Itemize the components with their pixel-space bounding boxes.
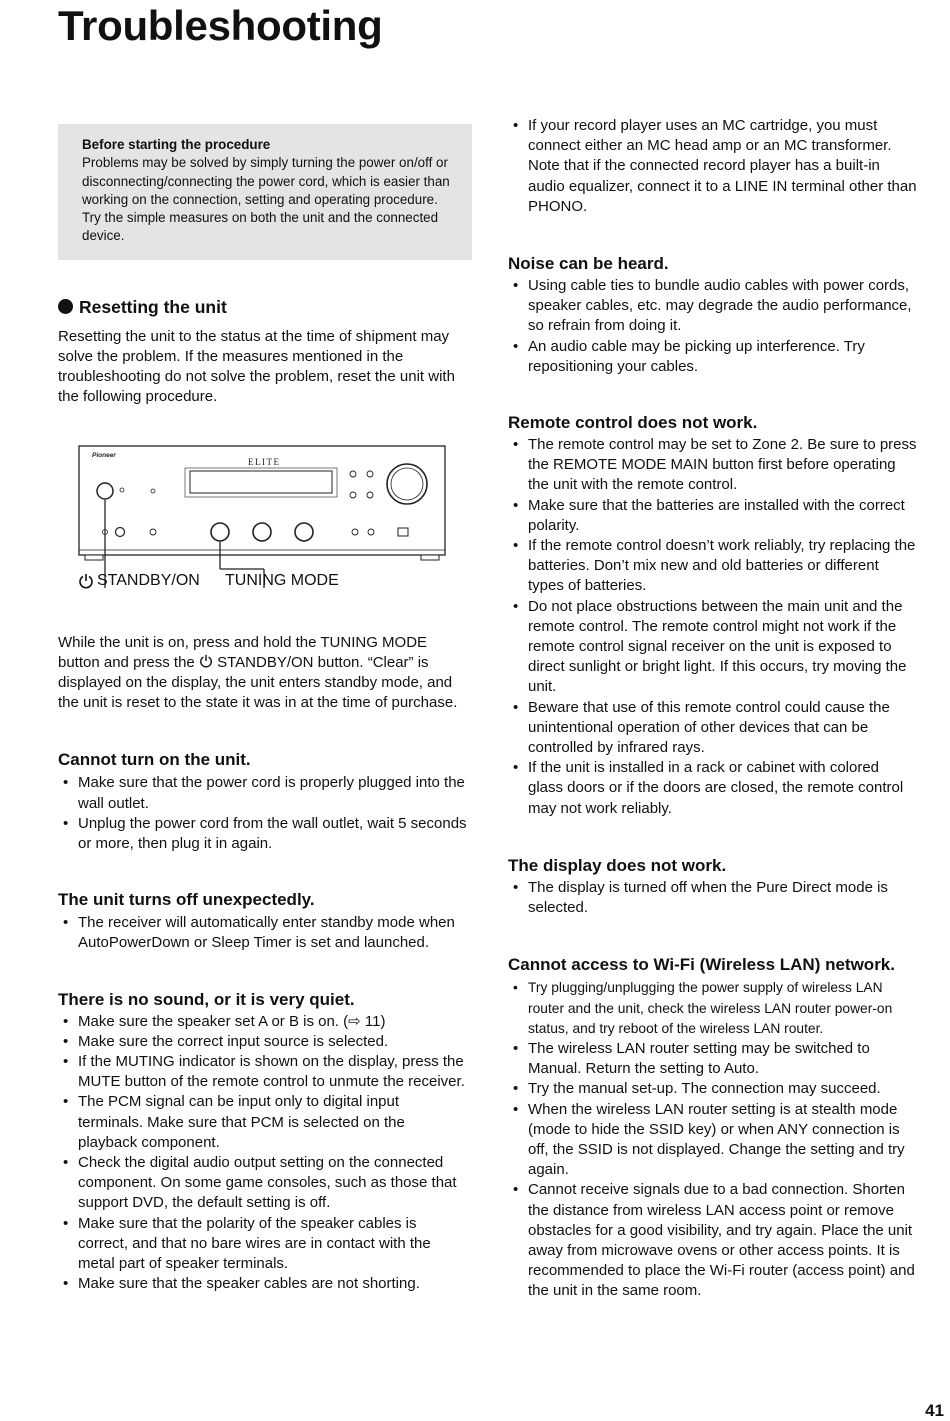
brand-logo: Pioneer: [92, 451, 116, 459]
list-item: • When the wireless LAN router setting is at stealth mode (mode to hide the SSID key) or when ANY connection is off, the SSID is not displayed. Change the setting and try again.: [508, 1100, 918, 1181]
list-item: • The remote control may be set to Zone 2. Be sure to press the REMOTE MODE MAIN button first before operating the unit with the remote control.: [508, 435, 918, 496]
display-list: [508, 878, 918, 918]
list-item: • If the unit is installed in a rack or cabinet with colored glass doors or if the doors are closed, the remote control may not work reliably.: [508, 758, 918, 819]
reset-procedure-part-a: While the unit is on, press and hold the TUNING MODE button and press the: [58, 633, 428, 671]
list-item: • Try plugging/unplugging the power supply of wireless LAN router and the unit, check the wireless LAN router power-on status, and try reboot of the wireless LAN router.: [508, 978, 918, 1039]
reset-procedure: [58, 633, 468, 714]
list-item: • The wireless LAN router setting may be switched to Manual. Return the setting to Auto.: [508, 1039, 918, 1079]
cannot-turn-on-list: [58, 773, 468, 854]
list-item: • Beware that use of this remote control could cause the unintentional operation of other devices that can be controlled by infrared rays.: [508, 698, 918, 759]
remote-list: [508, 435, 918, 819]
left-column: [58, 124, 468, 1294]
list-item: • If the MUTING indicator is shown on the display, press the MUTE button of the remote control to unmute the receiver.: [58, 1052, 468, 1092]
list-item: • Make sure that the speaker cables are not shorting.: [58, 1274, 468, 1294]
list-item: • The receiver will automatically enter standby mode when AutoPowerDown or Sleep Timer is set and launched.: [58, 913, 468, 953]
note-box: [58, 124, 472, 260]
no-sound-title: There is no sound, or it is very quiet.: [58, 989, 355, 1009]
no-sound-continued-list: [508, 116, 918, 217]
tuning-mode-label: TUNING MODE: [225, 571, 339, 589]
list-item: • If the remote control doesn’t work reliably, try replacing the batteries. Don’t mix new and old batteries or different types of batteries.: [508, 536, 918, 597]
list-item: • Make sure that the batteries are installed with the correct polarity.: [508, 496, 918, 536]
bullet-circle-icon: [58, 299, 73, 314]
list-item: • Unplug the power cord from the wall outlet, wait 5 seconds or more, then plug it in again.: [58, 814, 468, 854]
remote-title: Remote control does not work.: [508, 413, 758, 433]
noise-title: Noise can be heard.: [508, 254, 669, 274]
power-icon: [199, 654, 213, 668]
power-icon: [78, 573, 94, 589]
list-item: • Check the digital audio output setting on the connected component. On some game consoles, such as those that support DVD, the default setting is off.: [58, 1153, 468, 1214]
list-item: • Make sure that the polarity of the speaker cables is correct, and that no bare wires are in contact with the metal part of speaker terminals.: [58, 1214, 468, 1275]
standby-on-label: [78, 572, 200, 590]
list-item: • Try the manual set-up. The connection may succeed.: [508, 1079, 918, 1099]
noise-list: [508, 276, 918, 377]
right-column: [508, 116, 918, 1302]
reset-procedure-part-b: STANDBY/ON button. “Clear” is displayed on the display, the unit enters standby mode, and the unit is reset to the state it was in at the time of purchase.: [58, 653, 458, 712]
receiver-diagram: [58, 438, 468, 618]
reset-intro: Resetting the unit to the status at the time of shipment may solve the problem. If the measures mentioned in the troubleshooting do not solve the problem, reset the unit with the following procedure.: [58, 327, 455, 406]
wifi-title: Cannot access to Wi-Fi (Wireless LAN) network.: [508, 955, 895, 975]
turns-off-list: [58, 913, 468, 953]
display-title: The display does not work.: [508, 855, 727, 875]
note-box-text: Problems may be solved by simply turning the power on/off or disconnecting/connecting the power cord, which is easier than working on the connection, setting and operating procedure. Try the simple measures on both the unit and the connected device.: [82, 155, 450, 244]
list-item: • Make sure the correct input source is selected.: [58, 1032, 468, 1052]
standby-on-text: STANDBY/ON: [97, 571, 200, 589]
list-item: • The display is turned off when the Pure Direct mode is selected.: [508, 878, 918, 918]
wifi-list-small: [508, 978, 918, 1039]
list-item: • Using cable ties to bundle audio cables with power cords, speaker cables, etc. may degrade the audio performance, so refrain from doing it.: [508, 276, 918, 337]
wifi-list: [508, 1039, 918, 1302]
turns-off-title: The unit turns off unexpectedly.: [58, 890, 315, 910]
list-item: • An audio cable may be picking up interference. Try repositioning your cables.: [508, 337, 918, 377]
reset-section-title: [58, 296, 468, 318]
cannot-turn-on-title: Cannot turn on the unit.: [58, 750, 251, 770]
model-logo: ELITE: [248, 456, 281, 467]
list-item: • Make sure the speaker set A or B is on. (⇨ 11): [58, 1012, 468, 1032]
page-title: Troubleshooting: [58, 2, 383, 49]
reset-title-text: Resetting the unit: [79, 296, 227, 317]
list-item: • Do not place obstructions between the main unit and the remote control. The remote control might not work if the remote control signal receiver on the unit is exposed to direct sunlight or bright light. If this occurs, try moving the unit.: [508, 597, 918, 698]
list-item: • If your record player uses an MC cartridge, you must connect either an MC head amp or an MC transformer. Note that if the connected record player has a built-in audio equalizer, connect it to a LINE IN terminal other than PHONO.: [508, 116, 918, 217]
no-sound-list: [58, 1012, 468, 1295]
note-box-title: Before starting the procedure: [82, 137, 271, 152]
list-item: • Make sure that the power cord is properly plugged into the wall outlet.: [58, 773, 468, 813]
list-item: • Cannot receive signals due to a bad connection. Shorten the distance from wireless LAN access point or remove obstacles for a good visibility, and try again. Place the unit away from microwave ovens or other access points. It is recommended to place the Wi-Fi router (access point) and the unit in the same room.: [508, 1180, 918, 1301]
page-number: 41: [925, 1401, 944, 1420]
list-item: • The PCM signal can be input only to digital input terminals. Make sure that PCM is selected on the playback component.: [58, 1092, 468, 1153]
